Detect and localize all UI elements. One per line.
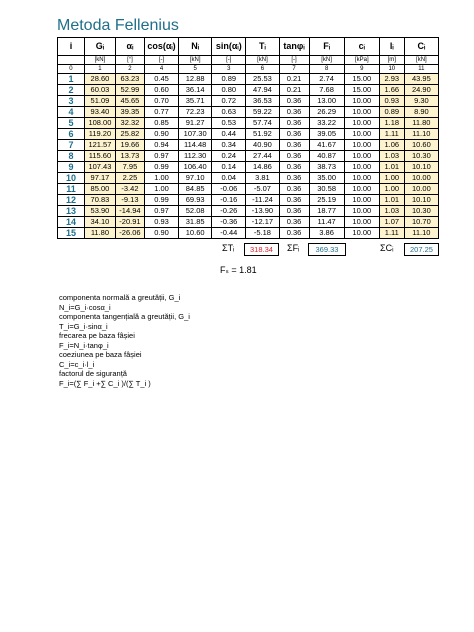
table-cell: 11.80 bbox=[404, 118, 438, 129]
table-cell: 0.93 bbox=[379, 96, 404, 107]
table-cell: 3.86 bbox=[309, 228, 344, 239]
table-row bbox=[58, 228, 439, 239]
column-index-cell: 10 bbox=[379, 65, 404, 74]
table-cell: 0.04 bbox=[212, 173, 246, 184]
note-line: componenta tangențială a greutății, G_i bbox=[59, 312, 190, 321]
table-cell: 10.00 bbox=[404, 173, 438, 184]
table-cell: 0.45 bbox=[144, 74, 178, 85]
note-line: factorul de siguranță bbox=[59, 369, 127, 378]
table-cell: 11.10 bbox=[404, 129, 438, 140]
table-row bbox=[58, 140, 439, 151]
slice-number: 13 bbox=[58, 206, 85, 217]
table-cell: 60.03 bbox=[84, 85, 115, 96]
table-cell: 59.22 bbox=[246, 107, 279, 118]
table-cell: 10.00 bbox=[404, 184, 438, 195]
table-cell: 10.30 bbox=[404, 206, 438, 217]
table-cell: 10.00 bbox=[344, 184, 379, 195]
unit-cell: [kN] bbox=[246, 56, 279, 65]
note-line: F_i=(∑ F_i +∑ C_i )/(∑ T_i ) bbox=[59, 378, 151, 388]
slice-number: 3 bbox=[58, 96, 85, 107]
sum-row bbox=[0, 242, 474, 256]
table-cell: 1.18 bbox=[379, 118, 404, 129]
table-cell: 1.66 bbox=[379, 85, 404, 96]
note-line: F_i=N_i·tanφ_i bbox=[59, 340, 109, 350]
table-cell: -0.36 bbox=[212, 217, 246, 228]
column-index-cell: 6 bbox=[246, 65, 279, 74]
table-cell: 106.40 bbox=[179, 162, 212, 173]
column-header: Fᵢ bbox=[309, 38, 344, 56]
table-cell: 112.30 bbox=[179, 151, 212, 162]
table-cell: 35.00 bbox=[309, 173, 344, 184]
table-cell: 10.00 bbox=[344, 96, 379, 107]
table-cell: 28.60 bbox=[84, 74, 115, 85]
table-cell: 43.95 bbox=[404, 74, 438, 85]
table-cell: 0.97 bbox=[144, 151, 178, 162]
table-cell: 0.85 bbox=[144, 118, 178, 129]
table-cell: 0.36 bbox=[279, 195, 309, 206]
unit-cell: [kN] bbox=[84, 56, 115, 65]
table-cell: 1.11 bbox=[379, 129, 404, 140]
table-row bbox=[58, 118, 439, 129]
note-line: frecarea pe baza fâșiei bbox=[59, 331, 135, 340]
table-cell: 107.30 bbox=[179, 129, 212, 140]
table-cell: 0.89 bbox=[212, 74, 246, 85]
table-cell: 0.34 bbox=[212, 140, 246, 151]
sum-t-label: ΣTᵢ bbox=[222, 243, 235, 253]
table-cell: 0.97 bbox=[144, 206, 178, 217]
column-index-cell: 7 bbox=[279, 65, 309, 74]
table-cell: 0.21 bbox=[279, 74, 309, 85]
table-cell: 63.23 bbox=[115, 74, 144, 85]
table-cell: 40.87 bbox=[309, 151, 344, 162]
table-cell: 0.36 bbox=[279, 96, 309, 107]
table-cell: 7.68 bbox=[309, 85, 344, 96]
table-cell: 1.00 bbox=[144, 184, 178, 195]
note-line: C_i=c_i·l_i bbox=[59, 359, 95, 369]
unit-cell: [kN] bbox=[309, 56, 344, 65]
column-header: Nᵢ bbox=[179, 38, 212, 56]
column-index-cell: 2 bbox=[115, 65, 144, 74]
table-cell: 34.10 bbox=[84, 217, 115, 228]
sum-f-value: 369.33 bbox=[308, 243, 346, 256]
table-row bbox=[58, 74, 439, 85]
table-row bbox=[58, 107, 439, 118]
table-cell: -13.90 bbox=[246, 206, 279, 217]
unit-cell: [kN] bbox=[179, 56, 212, 65]
table-cell: 72.23 bbox=[179, 107, 212, 118]
table-cell: 10.00 bbox=[344, 140, 379, 151]
column-index-cell: 11 bbox=[404, 65, 438, 74]
slice-number: 11 bbox=[58, 184, 85, 195]
table-cell: 0.36 bbox=[279, 140, 309, 151]
table-cell: 38.73 bbox=[309, 162, 344, 173]
column-index-cell: 1 bbox=[84, 65, 115, 74]
table-cell: 10.70 bbox=[404, 217, 438, 228]
slice-number: 4 bbox=[58, 107, 85, 118]
table-cell: 10.00 bbox=[344, 118, 379, 129]
table-cell: 47.94 bbox=[246, 85, 279, 96]
table-cell: 1.00 bbox=[144, 173, 178, 184]
table-cell: 0.21 bbox=[279, 85, 309, 96]
table-cell: 0.36 bbox=[279, 217, 309, 228]
table-cell: 40.90 bbox=[246, 140, 279, 151]
slice-number: 2 bbox=[58, 85, 85, 96]
column-index-cell: 0 bbox=[58, 65, 85, 74]
header-row bbox=[58, 38, 439, 56]
column-header: Gᵢ bbox=[84, 38, 115, 56]
table-cell: 119.20 bbox=[84, 129, 115, 140]
table-cell: 11.80 bbox=[84, 228, 115, 239]
table-cell: 115.60 bbox=[84, 151, 115, 162]
table-cell: 33.22 bbox=[309, 118, 344, 129]
table-cell: 0.80 bbox=[212, 85, 246, 96]
table-cell: 0.24 bbox=[212, 151, 246, 162]
table-cell: 10.10 bbox=[404, 162, 438, 173]
unit-cell: [kN] bbox=[404, 56, 438, 65]
table-row bbox=[58, 206, 439, 217]
table-cell: 26.29 bbox=[309, 107, 344, 118]
table-cell: 0.99 bbox=[144, 162, 178, 173]
table-row bbox=[58, 184, 439, 195]
table-cell: 25.19 bbox=[309, 195, 344, 206]
table-cell: 10.60 bbox=[404, 140, 438, 151]
table-cell: 0.53 bbox=[212, 118, 246, 129]
table-cell: 0.44 bbox=[212, 129, 246, 140]
sum-f-label: ΣFᵢ bbox=[287, 243, 300, 253]
table-cell: 0.36 bbox=[279, 129, 309, 140]
table-cell: -0.06 bbox=[212, 184, 246, 195]
table-row bbox=[58, 173, 439, 184]
table-cell: 13.00 bbox=[309, 96, 344, 107]
table-cell: 97.17 bbox=[84, 173, 115, 184]
table-cell: 85.00 bbox=[84, 184, 115, 195]
unit-cell: [kPa] bbox=[344, 56, 379, 65]
table-cell: -3.42 bbox=[115, 184, 144, 195]
table-cell: 1.01 bbox=[379, 162, 404, 173]
table-cell: 24.90 bbox=[404, 85, 438, 96]
table-cell: -26.06 bbox=[115, 228, 144, 239]
table-cell: 1.07 bbox=[379, 217, 404, 228]
table-cell: 3.81 bbox=[246, 173, 279, 184]
table-cell: 91.27 bbox=[179, 118, 212, 129]
slice-number: 9 bbox=[58, 162, 85, 173]
table-cell: 8.90 bbox=[404, 107, 438, 118]
table-row bbox=[58, 85, 439, 96]
table-cell: 0.90 bbox=[144, 129, 178, 140]
table-cell: 30.58 bbox=[309, 184, 344, 195]
table-cell: 10.00 bbox=[344, 217, 379, 228]
table-cell: -0.44 bbox=[212, 228, 246, 239]
slice-number: 15 bbox=[58, 228, 85, 239]
table-cell: 52.99 bbox=[115, 85, 144, 96]
table-cell: -9.13 bbox=[115, 195, 144, 206]
table-cell: 0.36 bbox=[279, 118, 309, 129]
table-cell: 10.10 bbox=[404, 195, 438, 206]
table-cell: 69.93 bbox=[179, 195, 212, 206]
table-cell: 15.00 bbox=[344, 74, 379, 85]
table-cell: 0.70 bbox=[144, 96, 178, 107]
table-cell: 13.73 bbox=[115, 151, 144, 162]
unit-cell: [m] bbox=[379, 56, 404, 65]
unit-row bbox=[58, 56, 439, 65]
table-cell: 108.00 bbox=[84, 118, 115, 129]
table-cell: -5.07 bbox=[246, 184, 279, 195]
table-cell: 31.85 bbox=[179, 217, 212, 228]
table-cell: 25.53 bbox=[246, 74, 279, 85]
column-header: αᵢ bbox=[115, 38, 144, 56]
column-index-cell: 8 bbox=[309, 65, 344, 74]
table-cell: 0.36 bbox=[279, 173, 309, 184]
table-row bbox=[58, 195, 439, 206]
table-cell: 107.43 bbox=[84, 162, 115, 173]
table-cell: 10.00 bbox=[344, 129, 379, 140]
table-cell: 2.74 bbox=[309, 74, 344, 85]
table-cell: 36.53 bbox=[246, 96, 279, 107]
table-cell: 51.92 bbox=[246, 129, 279, 140]
notes bbox=[59, 293, 190, 388]
table-cell: 36.14 bbox=[179, 85, 212, 96]
table-cell: 10.00 bbox=[344, 107, 379, 118]
table-cell: 10.30 bbox=[404, 151, 438, 162]
column-header: tanφᵢ bbox=[279, 38, 309, 56]
table-cell: 15.00 bbox=[344, 85, 379, 96]
table-cell: 0.36 bbox=[279, 151, 309, 162]
safety-factor: Fₛ = 1.81 bbox=[220, 265, 257, 275]
index-row bbox=[58, 65, 439, 74]
table-cell: 97.10 bbox=[179, 173, 212, 184]
unit-cell: [-] bbox=[144, 56, 178, 65]
table-cell: 53.90 bbox=[84, 206, 115, 217]
note-line: componenta normală a greutății, G_i bbox=[59, 293, 181, 302]
table-cell: 52.08 bbox=[179, 206, 212, 217]
table-cell: 0.36 bbox=[279, 206, 309, 217]
slice-number: 5 bbox=[58, 118, 85, 129]
table-row bbox=[58, 96, 439, 107]
table-cell: 121.57 bbox=[84, 140, 115, 151]
column-index-cell: 3 bbox=[212, 65, 246, 74]
column-index-cell: 4 bbox=[144, 65, 178, 74]
note-line: N_i=G_i·cosα_i bbox=[59, 302, 111, 312]
table-cell: 0.14 bbox=[212, 162, 246, 173]
table-cell: -5.18 bbox=[246, 228, 279, 239]
sum-c-value: 207.25 bbox=[404, 243, 439, 256]
table-cell: 0.36 bbox=[279, 184, 309, 195]
table-cell: 10.00 bbox=[344, 228, 379, 239]
table-cell: 10.00 bbox=[344, 206, 379, 217]
slice-number: 6 bbox=[58, 129, 85, 140]
table-cell: 0.72 bbox=[212, 96, 246, 107]
note-line: coeziunea pe baza fâșiei bbox=[59, 350, 142, 359]
table-cell: 57.74 bbox=[246, 118, 279, 129]
column-header: sin(αᵢ) bbox=[212, 38, 246, 56]
table-row bbox=[58, 162, 439, 173]
table-cell: 1.11 bbox=[379, 228, 404, 239]
table-cell: 1.00 bbox=[379, 184, 404, 195]
table-cell: 35.71 bbox=[179, 96, 212, 107]
table-cell: 0.99 bbox=[144, 195, 178, 206]
slice-number: 1 bbox=[58, 74, 85, 85]
table-cell: 0.36 bbox=[279, 162, 309, 173]
table-cell: 11.10 bbox=[404, 228, 438, 239]
table-cell: 2.93 bbox=[379, 74, 404, 85]
column-header: cos(αᵢ) bbox=[144, 38, 178, 56]
table-cell: 0.93 bbox=[144, 217, 178, 228]
sum-c-label: ΣCᵢ bbox=[380, 243, 394, 253]
column-header: Tᵢ bbox=[246, 38, 279, 56]
table-cell: 12.88 bbox=[179, 74, 212, 85]
slice-number: 7 bbox=[58, 140, 85, 151]
table-cell: -0.16 bbox=[212, 195, 246, 206]
table-cell: 39.05 bbox=[309, 129, 344, 140]
table-cell: -11.24 bbox=[246, 195, 279, 206]
table-body bbox=[58, 74, 439, 239]
table-cell: 93.40 bbox=[84, 107, 115, 118]
table-cell: 7.95 bbox=[115, 162, 144, 173]
table-cell: 114.48 bbox=[179, 140, 212, 151]
table-row bbox=[58, 129, 439, 140]
table-cell: 51.09 bbox=[84, 96, 115, 107]
table-cell: 25.82 bbox=[115, 129, 144, 140]
sheet-title: Metoda Fellenius bbox=[57, 17, 179, 34]
table-cell: 41.67 bbox=[309, 140, 344, 151]
table-cell: 39.35 bbox=[115, 107, 144, 118]
unit-cell: [°] bbox=[115, 56, 144, 65]
unit-cell: [-] bbox=[279, 56, 309, 65]
column-header: Cᵢ bbox=[404, 38, 438, 56]
table-cell: 0.77 bbox=[144, 107, 178, 118]
fellenius-table bbox=[57, 37, 439, 239]
slice-number: 8 bbox=[58, 151, 85, 162]
table-cell: 32.32 bbox=[115, 118, 144, 129]
table-row bbox=[58, 217, 439, 228]
unit-cell bbox=[58, 56, 85, 65]
table-cell: 9.30 bbox=[404, 96, 438, 107]
column-header: cᵢ bbox=[344, 38, 379, 56]
table-cell: 10.00 bbox=[344, 151, 379, 162]
table-cell: 19.66 bbox=[115, 140, 144, 151]
column-header: i bbox=[58, 38, 85, 56]
table-cell: 0.36 bbox=[279, 228, 309, 239]
table-cell: 27.44 bbox=[246, 151, 279, 162]
table-cell: 84.85 bbox=[179, 184, 212, 195]
table-cell: 0.60 bbox=[144, 85, 178, 96]
table-cell: 1.01 bbox=[379, 195, 404, 206]
table-cell: 10.00 bbox=[344, 173, 379, 184]
table-cell: 10.60 bbox=[179, 228, 212, 239]
column-index-cell: 5 bbox=[179, 65, 212, 74]
table-cell: 2.25 bbox=[115, 173, 144, 184]
table-row bbox=[58, 151, 439, 162]
unit-cell: [-] bbox=[212, 56, 246, 65]
table-cell: 11.47 bbox=[309, 217, 344, 228]
slice-number: 14 bbox=[58, 217, 85, 228]
table-cell: 45.65 bbox=[115, 96, 144, 107]
table-cell: -20.91 bbox=[115, 217, 144, 228]
note-line: T_i=G_i·sinα_i bbox=[59, 321, 108, 331]
slice-number: 12 bbox=[58, 195, 85, 206]
table-cell: 1.00 bbox=[379, 173, 404, 184]
table-cell: 1.03 bbox=[379, 151, 404, 162]
column-index-cell: 9 bbox=[344, 65, 379, 74]
slice-number: 10 bbox=[58, 173, 85, 184]
table-cell: -12.17 bbox=[246, 217, 279, 228]
column-header: lᵢ bbox=[379, 38, 404, 56]
table-cell: 70.83 bbox=[84, 195, 115, 206]
table-cell: 10.00 bbox=[344, 195, 379, 206]
table-cell: 10.00 bbox=[344, 162, 379, 173]
table-cell: 0.89 bbox=[379, 107, 404, 118]
table-cell: 0.94 bbox=[144, 140, 178, 151]
table-cell: 1.06 bbox=[379, 140, 404, 151]
sum-t-value: 318.34 bbox=[244, 243, 279, 256]
table-cell: 18.77 bbox=[309, 206, 344, 217]
table-cell: 14.86 bbox=[246, 162, 279, 173]
table-cell: 0.90 bbox=[144, 228, 178, 239]
table-cell: 0.36 bbox=[279, 107, 309, 118]
table-cell: -0.26 bbox=[212, 206, 246, 217]
table-cell: 1.03 bbox=[379, 206, 404, 217]
table-cell: 0.63 bbox=[212, 107, 246, 118]
table-cell: -14.94 bbox=[115, 206, 144, 217]
